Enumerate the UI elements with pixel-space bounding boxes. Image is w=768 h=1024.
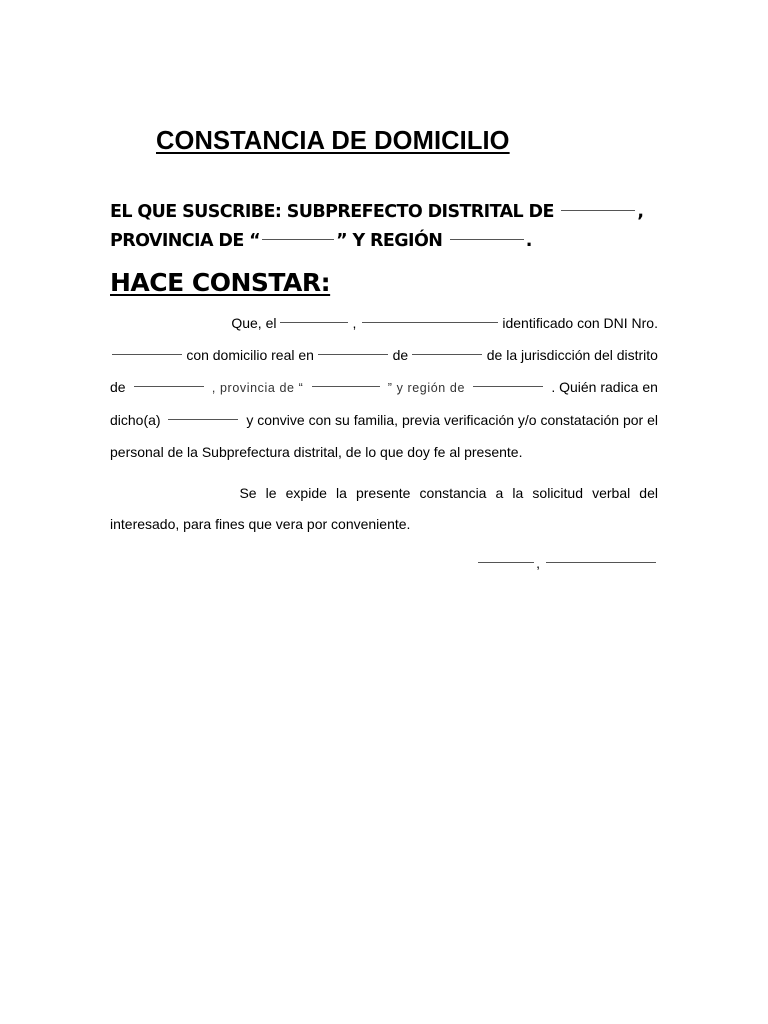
body-line-7 [110, 516, 658, 532]
header-line-1 [110, 202, 643, 222]
header-line-2-start: PROVINCIA DE “ [110, 231, 261, 251]
body-line-2 [110, 347, 658, 363]
body-text: , provincia de “ [211, 381, 304, 395]
blank-district-2 [134, 386, 204, 387]
body-line-4 [110, 412, 658, 428]
blank-province [262, 239, 334, 240]
body-line-6 [110, 485, 658, 501]
body-text: de [110, 379, 126, 395]
blank-place [478, 562, 534, 563]
blank-title [280, 322, 348, 323]
header-line-1-text: EL QUE SUSCRIBE: SUBPREFECTO DISTRITAL DE [110, 202, 554, 222]
body-line-5 [110, 444, 658, 460]
body-text: Que, el [231, 315, 277, 331]
body-text: y convive con su familia, previa verificación y/o constatación por el [246, 412, 658, 428]
body-text: . Quién radica en [551, 379, 658, 395]
body-text: de la jurisdicción del distrito [486, 347, 658, 363]
header-line-2-mid: ” Y REGIÓN [336, 231, 443, 251]
blank-name [362, 322, 498, 323]
blank-locality [412, 354, 482, 355]
header-line-2 [110, 231, 532, 251]
body-text: , [352, 315, 357, 331]
body-text: con domicilio real en [186, 347, 314, 363]
body-text: personal de la Subprefectura distrital, de lo que doy fe al presente. [110, 444, 523, 460]
blank-locality-2 [168, 419, 238, 420]
body-line-3 [110, 379, 658, 395]
section-heading: HACE CONSTAR: [110, 268, 331, 297]
document-title: CONSTANCIA DE DOMICILIO [156, 127, 510, 155]
body-text: ” y región de [387, 381, 466, 395]
blank-region-2 [473, 386, 543, 387]
header-line-2-end: . [525, 231, 532, 251]
place-date-line [110, 555, 658, 571]
body-text: de [392, 347, 409, 363]
place-date-separator: , [536, 555, 540, 571]
body-text: Se le expide la presente constancia a la solicitud verbal del [239, 485, 658, 501]
header-line-1-end: , [637, 202, 644, 222]
body-text: interesado, para fines que vera por conveniente. [110, 516, 411, 532]
blank-district [561, 210, 635, 211]
body-line-1 [110, 315, 658, 331]
blank-dni [112, 354, 182, 355]
blank-date [546, 562, 656, 563]
body-text: identificado con DNI Nro. [502, 315, 658, 331]
blank-address [318, 354, 388, 355]
blank-region [450, 239, 524, 240]
blank-province-2 [312, 386, 380, 387]
body-text: dicho(a) [110, 412, 161, 428]
